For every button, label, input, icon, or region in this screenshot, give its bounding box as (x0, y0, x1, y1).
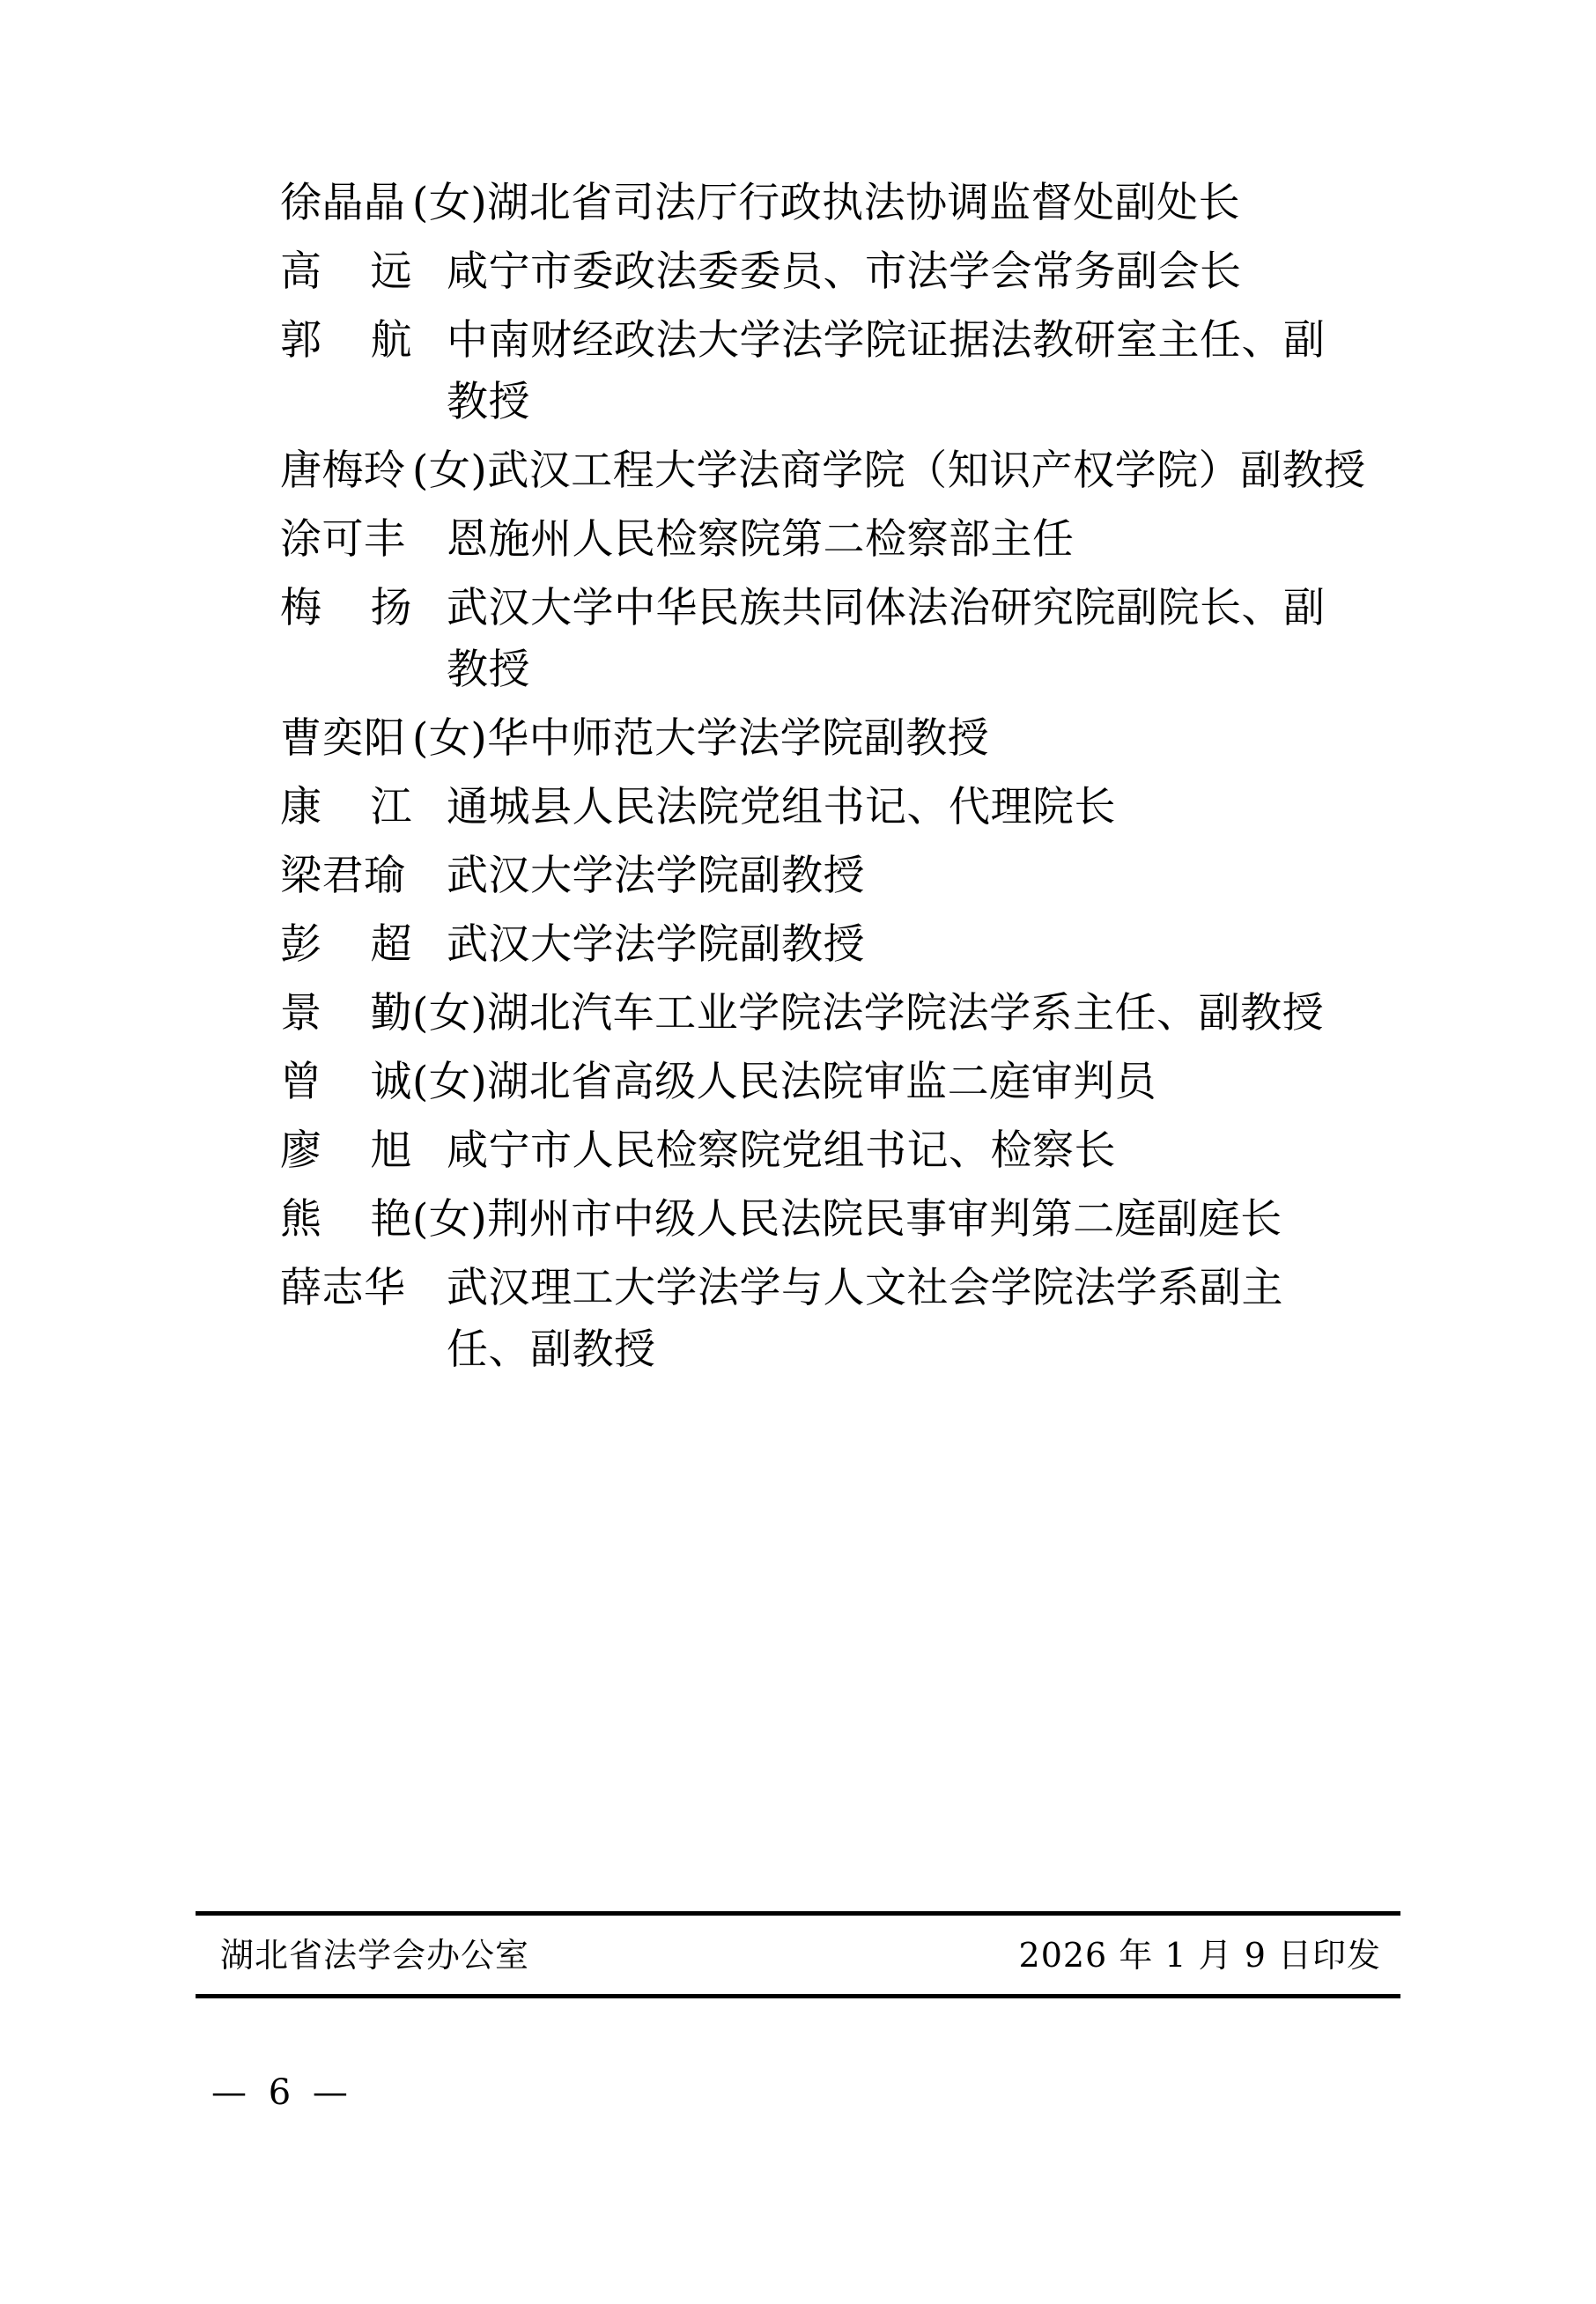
roster-entry-line (280, 578, 1400, 639)
document-footer (196, 1911, 1400, 1998)
member-name: 涂可丰 (280, 515, 406, 564)
member-name-glyph: 熊 (280, 1195, 322, 1244)
member-title: 荆州市中级人民法院民事审判第二庭副庭长 (487, 1195, 1282, 1244)
roster-entry-line (280, 846, 1400, 907)
member-name-glyph: 廖 (280, 1126, 322, 1175)
roster-entry-line (280, 983, 1400, 1045)
roster-list (280, 173, 1400, 1388)
member-title: 咸宁市委政法委委员、市法学会常务副会长 (447, 247, 1242, 296)
member-name (280, 1120, 412, 1182)
member-name: 梁君瑜 (280, 852, 406, 900)
member-name-glyph: 超 (370, 920, 412, 969)
roster-entry (280, 846, 1400, 907)
member-gender-marker: (女) (412, 447, 488, 495)
member-name: 唐梅玲 (280, 447, 406, 495)
member-title: 武汉大学法学院副教授 (447, 920, 865, 969)
member-name (280, 777, 412, 838)
member-name-glyph: 曾 (280, 1058, 322, 1106)
roster-entry (280, 509, 1400, 571)
roster-entry-line (280, 509, 1400, 571)
member-name (280, 578, 412, 639)
member-name-glyph: 艳 (370, 1195, 412, 1244)
member-name-glyph: 勤 (370, 989, 412, 1038)
member-name-glyph: 扬 (370, 584, 412, 632)
roster-entry (280, 914, 1400, 976)
roster-entry-line (280, 1052, 1400, 1113)
member-name-glyph: 旭 (370, 1126, 412, 1175)
member-name-glyph: 诚 (370, 1058, 412, 1106)
roster-entry-line (280, 310, 1400, 372)
roster-entry-line (280, 241, 1400, 303)
member-title: 武汉大学法学院副教授 (447, 852, 865, 900)
roster-entry (280, 708, 1400, 770)
roster-entry-line (280, 777, 1400, 838)
member-gender-marker: (女) (412, 989, 488, 1038)
roster-entry (280, 310, 1400, 433)
member-title: 通城县人民法院党组书记、代理院长 (447, 783, 1116, 831)
member-name: 徐晶晶 (280, 179, 406, 227)
member-name (280, 914, 412, 976)
member-name: 薛志华 (280, 1264, 406, 1312)
member-name-glyph: 航 (370, 316, 412, 365)
member-name-glyph: 景 (280, 989, 322, 1038)
footer-row (196, 1916, 1400, 1994)
footer-rule-bottom (196, 1994, 1400, 1998)
member-gender-marker: (女) (412, 1058, 488, 1106)
footer-issuer: 湖北省法学会办公室 (220, 1936, 530, 1975)
member-title: 湖北省司法厅行政执法协调监督处副处长 (487, 179, 1241, 227)
member-title: 中南财经政法大学法学院证据法教研室主任、副 (447, 316, 1326, 365)
roster-entry (280, 1052, 1400, 1113)
roster-entry (280, 1258, 1400, 1381)
member-name-glyph: 彭 (280, 920, 322, 969)
member-name (280, 983, 412, 1045)
roster-entry (280, 983, 1400, 1045)
page-number: — 6 — (211, 2072, 353, 2113)
roster-entry-line (280, 173, 1400, 234)
roster-entry (280, 241, 1400, 303)
member-title-continuation: 教授 (447, 646, 530, 694)
roster-entry (280, 777, 1400, 838)
member-name (280, 310, 412, 372)
roster-entry (280, 440, 1400, 502)
member-name: 曹奕阳 (280, 714, 406, 763)
member-name (280, 1189, 412, 1251)
member-name-glyph: 梅 (280, 584, 322, 632)
roster-entry (280, 173, 1400, 234)
member-name (280, 241, 412, 303)
member-name (280, 1052, 412, 1113)
roster-entry-line (280, 1258, 1400, 1319)
roster-entry-line (280, 914, 1400, 976)
member-title: 湖北汽车工业学院法学院法学系主任、副教授 (487, 989, 1325, 1038)
member-title-continuation: 任、副教授 (447, 1326, 656, 1374)
member-title: 武汉理工大学法学与人文社会学院法学系副主 (447, 1264, 1283, 1312)
roster-entry (280, 578, 1400, 701)
member-title: 恩施州人民检察院第二检察部主任 (447, 515, 1075, 564)
member-name-glyph: 康 (280, 783, 322, 831)
member-title: 武汉大学中华民族共同体法治研究院副院长、副 (447, 584, 1326, 632)
member-title: 武汉工程大学法商学院（知识产权学院）副教授 (487, 447, 1366, 495)
member-title: 咸宁市人民检察院党组书记、检察长 (447, 1126, 1116, 1175)
member-name-glyph: 高 (280, 247, 322, 296)
footer-date: 2026 年 1 月 9 日印发 (1018, 1936, 1381, 1975)
member-name-glyph: 江 (370, 783, 412, 831)
member-name-glyph: 郭 (280, 316, 322, 365)
roster-entry-line (280, 440, 1400, 502)
member-title-continuation: 教授 (447, 378, 530, 426)
roster-entry-line (280, 708, 1400, 770)
member-title: 华中师范大学法学院副教授 (487, 714, 990, 763)
roster-entry-line (280, 1189, 1400, 1251)
member-gender-marker: (女) (412, 714, 488, 763)
roster-entry (280, 1120, 1400, 1182)
member-name-glyph: 远 (370, 247, 412, 296)
member-gender-marker: (女) (412, 179, 488, 227)
roster-entry (280, 1189, 1400, 1251)
roster-entry-line (280, 1120, 1400, 1182)
member-title: 湖北省高级人民法院审监二庭审判员 (487, 1058, 1157, 1106)
member-gender-marker: (女) (412, 1195, 488, 1244)
